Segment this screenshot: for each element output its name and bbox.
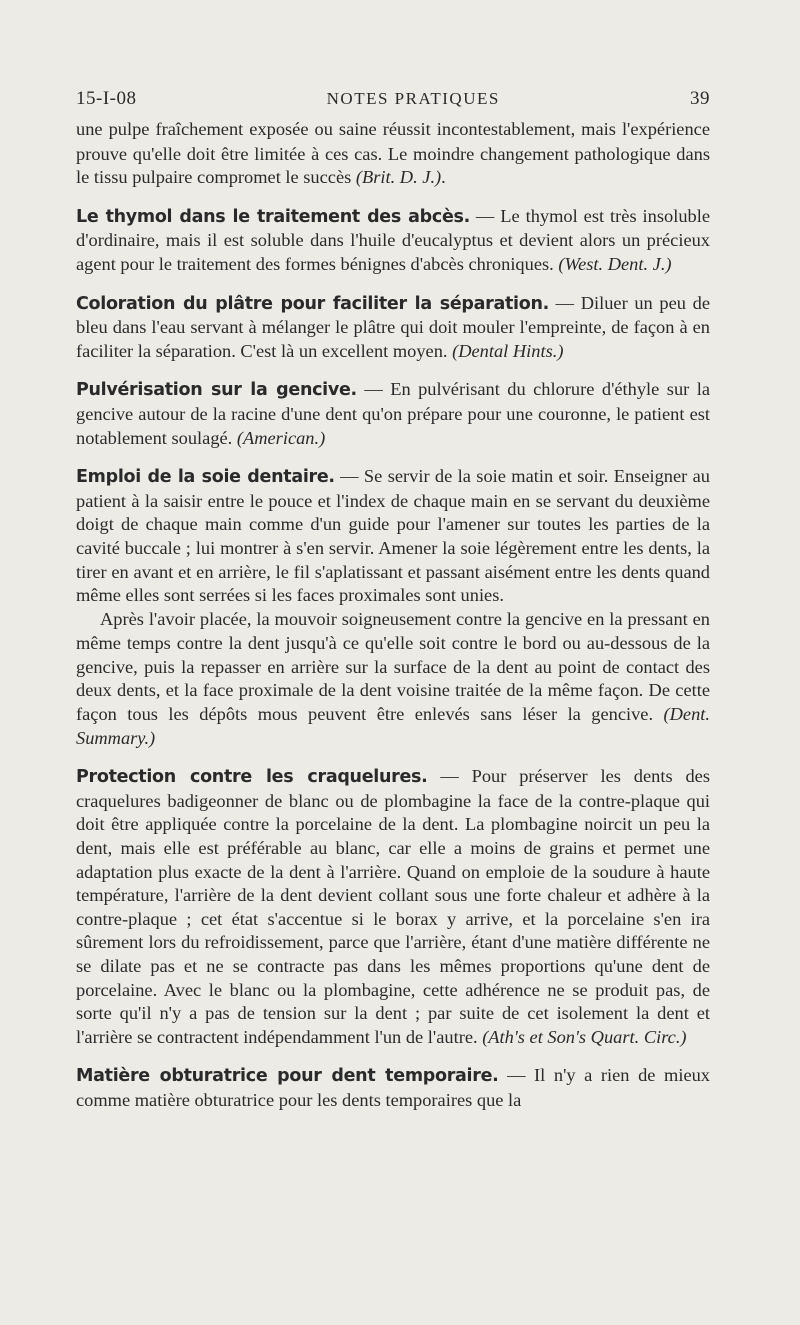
- paragraph-text: — Il n'y a rien de mieux comme matière obturatrice pour les dents temporaires que la: [76, 1065, 711, 1110]
- paragraph-heading: Pulvérisation sur la gencive.: [76, 380, 357, 401]
- paragraph-text: une pulpe fraîchement exposée ou saine réussit incontestablement, mais l'expérience prouve qu'elle doit être limitée à ces cas. Le moindre changement pathologique dans le tissu pulpaire compromet le succès: [76, 119, 710, 188]
- paragraph-plaster-coloring: [76, 292, 710, 364]
- paragraph-gum-spray: [76, 378, 710, 450]
- paragraph-source: (West. Dent. J.): [558, 253, 672, 274]
- section-title: NOTES PRATIQUES: [326, 89, 500, 108]
- running-header: [76, 88, 710, 110]
- paragraph-temporary-filling: [76, 1064, 710, 1112]
- paragraph-dental-floss: [76, 465, 710, 608]
- paragraph-heading: Emploi de la soie dentaire.: [76, 467, 335, 488]
- page-number: 39: [689, 88, 710, 109]
- issue-date: 15-I-08: [76, 88, 137, 109]
- paragraph-source: (Dental Hints.): [452, 340, 564, 361]
- paragraph-text: — Diluer un peu de bleu dans l'eau servant à mélanger le plâtre qui doit mouler l'empreinte, de façon à en faciliter la séparation. C'est là un excellent moyen.: [76, 292, 710, 361]
- paragraph-source: (Dent. Summary.): [76, 704, 710, 748]
- paragraph-dental-floss-continued: [76, 608, 710, 751]
- paragraph-crackle-protection: [76, 765, 710, 1049]
- paragraph-text: — En pulvérisant du chlorure d'éthyle sur la gencive autour de la racine d'une dent qu'on prépare pour une couronne, le patient est notablement soulagé.: [76, 379, 710, 448]
- paragraph-tail: .: [441, 167, 446, 188]
- paragraph-text: — Se servir de la soie matin et soir. Enseigner au patient à la saisir entre le pouce et l'index de chaque main en se servant du deuxième doigt de chaque main comme d'un guide pour l'amener sur toutes les parties de la cavité buccale ; lui montrer à s'en servir. Amener la soie légèrement entre les dents, la tirer en avant et en arrière, le fil s'aplatissant et passant aisément entre les dents quand même elles sont serrées si les faces proximales sont unies.: [76, 466, 710, 606]
- paragraph-text: — Pour préserver les dents des craquelures badigeonner de blanc ou de plombagine la face de la contre-plaque qui doit être appliquée contre la porcelaine de la dent. La plombagine noircit un peu la dent, mais elle est préférable au blanc, car elle a moins de grains et permet une adaptation plus exacte de la dent à l'arrière. Quand on emploie de la soudure à haute température, l'arrière de la dent devient collant sous une forte chaleur et adhère à la contre-plaque ; cet état s'accentue si le borax y arrive, et la porcelaine s'en ira sûrement lors du refroidissement, parce que l'arrière, étant d'une matière différente ne se dilate pas et ne se contracte pas dans les mêmes proportions qu'une dent de porcelaine. Avec le blanc ou la plombagine, cette adhérence ne se produit pas, de sorte qu'il n'y a pas de tension sur la dent ; par suite de cet isolement la dent et l'arrière se contractent indépendamment l'un de l'autre.: [76, 766, 710, 1047]
- paragraph-source: (Brit. D. J.): [355, 167, 442, 188]
- paragraph-source: (American.): [236, 427, 326, 448]
- paragraph-heading: Coloration du plâtre pour faciliter la séparation.: [76, 293, 549, 314]
- paragraph-heading: Protection contre les craquelures.: [76, 767, 428, 788]
- paragraph-thymol: [76, 205, 710, 277]
- paragraph-pulp-continuation: [76, 118, 710, 190]
- paragraph-text: — Le thymol est très insoluble d'ordinaire, mais il est soluble dans l'huile d'eucalyptus et devient alors un précieux agent pour le traitement des formes bénignes d'abcès chroniques.: [76, 205, 710, 274]
- paragraph-heading: Matière obturatrice pour dent temporaire.: [76, 1066, 499, 1087]
- paragraph-source: (Ath's et Son's Quart. Circ.): [482, 1026, 687, 1047]
- paragraph-heading: Le thymol dans le traitement des abcès.: [76, 206, 470, 227]
- paragraph-text: Après l'avoir placée, la mouvoir soigneusement contre la gencive en la pressant en même temps contre la dent jusqu'à ce qu'elle soit contre le bord ou au-dessous de la gencive, puis la repasser en arrière sur la surface de la dent au point de contact des deux dents, et la face proximale de la dent voisine traitée de la même façon. De cette façon tous les dépôts mous peuvent être enlevés sans léser la gencive.: [76, 608, 710, 725]
